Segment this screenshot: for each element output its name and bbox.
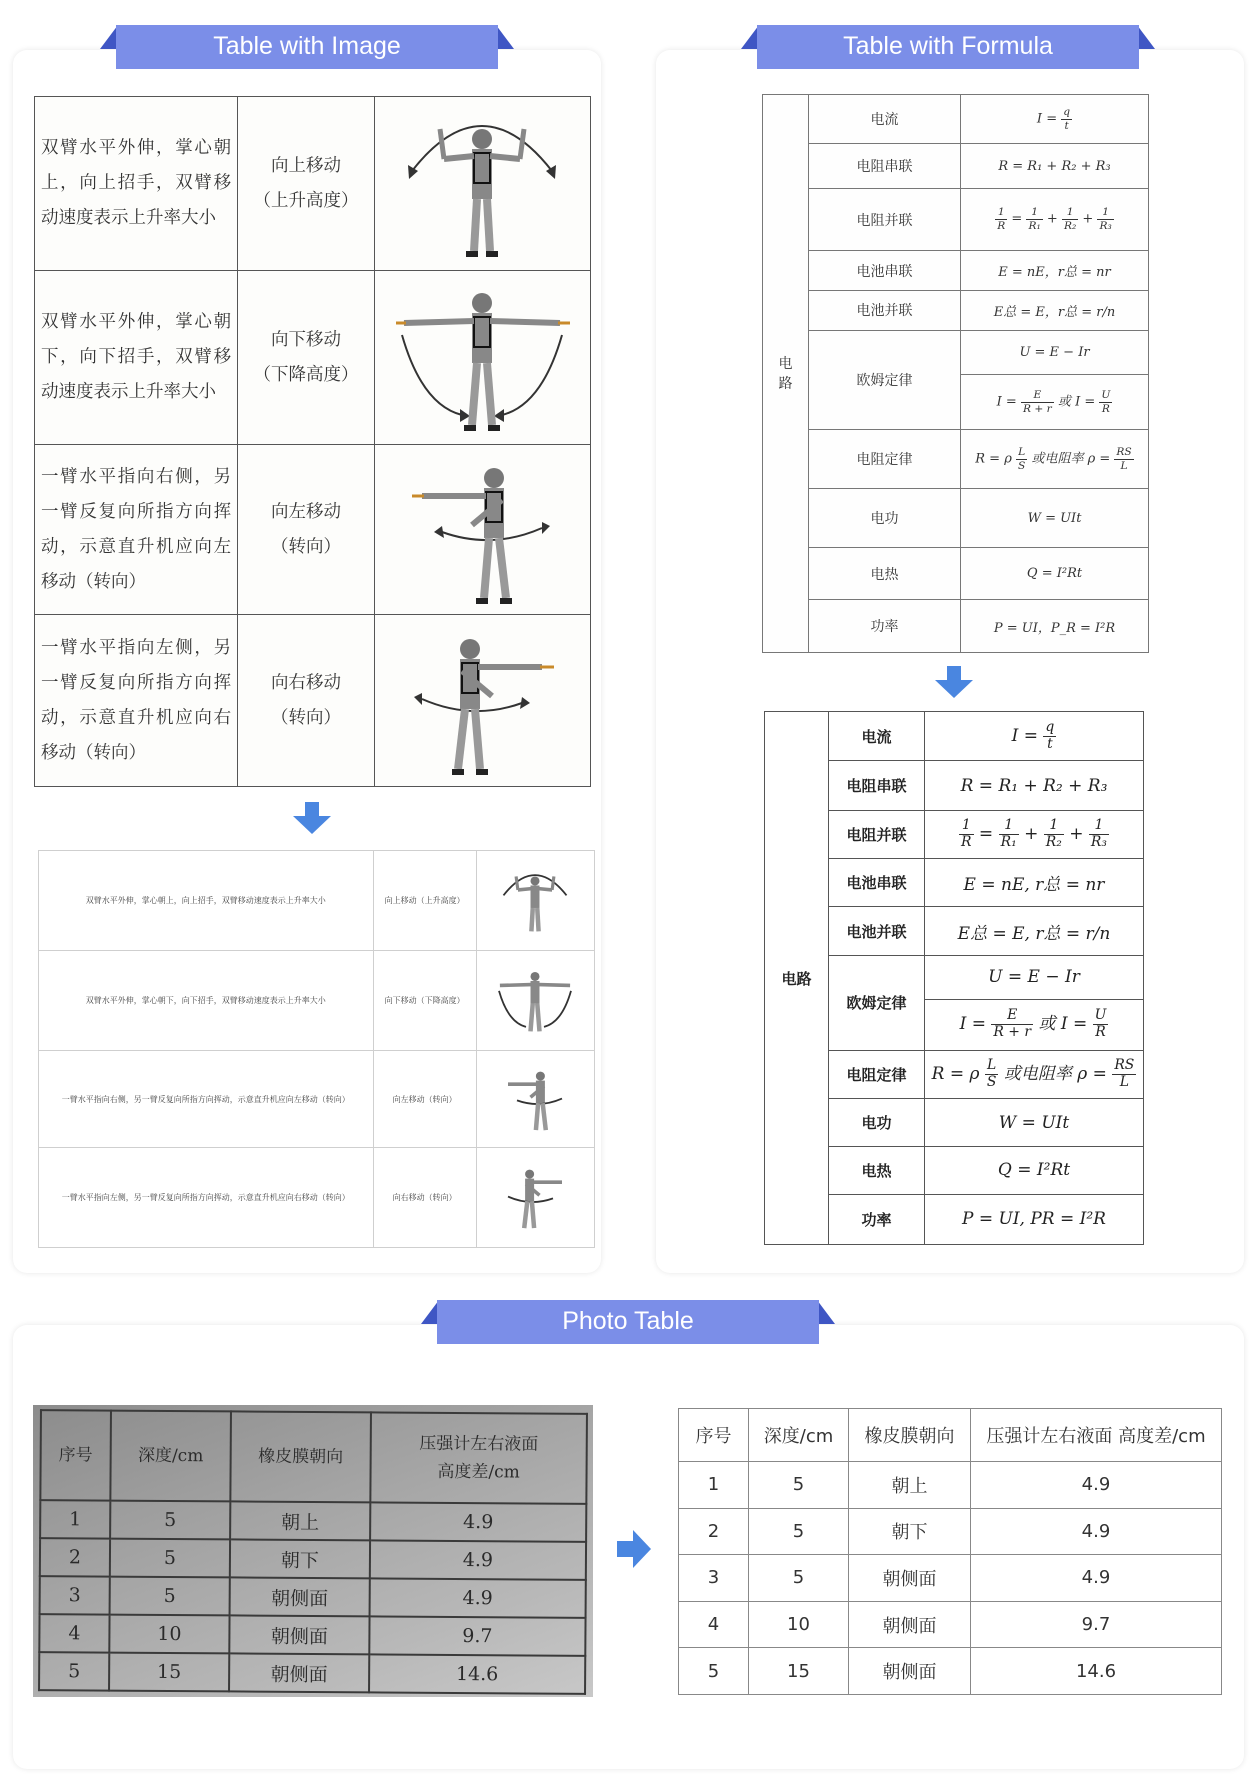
header-cell: 序号 bbox=[679, 1409, 749, 1462]
table-row bbox=[39, 851, 595, 951]
table-row bbox=[763, 489, 1149, 548]
table-row: 2 5 朝下 4.9 bbox=[679, 1508, 1222, 1555]
formula-name: 电功 bbox=[829, 1098, 925, 1146]
table-row bbox=[35, 445, 591, 615]
table-row: 5 15 朝侧面 14.6 bbox=[39, 1652, 585, 1694]
header-cell: 橡皮膜朝向 bbox=[230, 1411, 371, 1502]
gesture-desc: 双臂水平外伸，掌心朝上，向上招手，双臂移动速度表示上升率大小 bbox=[39, 851, 374, 951]
formula-name: 电阻定律 bbox=[829, 1050, 925, 1098]
formula-value: E总 = E, r总 = r/n bbox=[925, 907, 1144, 955]
gesture-figure-down bbox=[374, 271, 590, 445]
table-row bbox=[765, 712, 1144, 761]
photo-table-original bbox=[38, 1409, 588, 1695]
formula-value: U = E − Ir bbox=[961, 331, 1149, 375]
gesture-figure-left-small bbox=[476, 1051, 594, 1148]
formula-name: 电功 bbox=[809, 489, 961, 548]
table-row bbox=[763, 95, 1149, 144]
formula-name: 欧姆定律 bbox=[829, 955, 925, 1050]
table-row bbox=[763, 548, 1149, 600]
header-cell: 序号 bbox=[40, 1410, 111, 1500]
photo-table-title: Photo Table bbox=[437, 1300, 819, 1344]
table-row bbox=[763, 429, 1149, 489]
table-row: 2 5 朝下 4.9 bbox=[40, 1538, 586, 1580]
header-cell: 深度/cm bbox=[749, 1409, 849, 1462]
formula-table-title: Table with Formula bbox=[757, 25, 1139, 69]
header-cell: 压强计左右液面 高度差/cm bbox=[370, 1412, 587, 1504]
formula-value: I = $\frac{E}{R + r}$ 或 I = $\frac{U}{R}$ bbox=[961, 375, 1149, 429]
formula-value: R = R₁ + R₂ + R₃ bbox=[925, 761, 1144, 810]
gesture-figure-up bbox=[374, 97, 590, 271]
table-row bbox=[763, 290, 1149, 330]
formula-name: 功率 bbox=[829, 1194, 925, 1244]
gesture-desc: 双臂水平外伸，掌心朝下，向下招手，双臂移动速度表示上升率大小 bbox=[39, 951, 374, 1051]
formula-value: E = nE，r总 = nr bbox=[961, 251, 1149, 290]
section-label: 电路 bbox=[765, 712, 829, 1245]
formula-name: 电流 bbox=[829, 712, 925, 761]
gesture-figure-up-small bbox=[476, 851, 594, 951]
table-row: 3 5 朝侧面 4.9 bbox=[679, 1555, 1222, 1602]
gesture-desc: 双臂水平外伸，掌心朝下，向下招手，双臂移动速度表示上升率大小 bbox=[35, 271, 238, 445]
gesture-table-rendered bbox=[38, 850, 595, 1248]
formula-table-original bbox=[762, 94, 1149, 653]
table-row bbox=[35, 615, 591, 787]
image-table-ribbon bbox=[100, 25, 514, 69]
formula-name: 电流 bbox=[809, 95, 961, 144]
formula-value: U = E − Ir bbox=[925, 955, 1144, 999]
formula-value: R = R₁ + R₂ + R₃ bbox=[961, 144, 1149, 188]
section-label: 电 路 bbox=[763, 95, 809, 653]
table-row bbox=[763, 144, 1149, 188]
gesture-move: 向左移动（转向） bbox=[373, 1051, 476, 1148]
formula-table-rendered bbox=[764, 711, 1144, 1245]
table-row: 4 10 朝侧面 9.7 bbox=[39, 1614, 585, 1656]
formula-value: I = $\frac{q}{t}$ bbox=[961, 95, 1149, 144]
table-row bbox=[763, 188, 1149, 251]
formula-name: 电热 bbox=[809, 548, 961, 600]
gesture-desc: 一臂水平指向左侧，另一臂反复向所指方向挥动，示意直升机应向右移动（转向） bbox=[35, 615, 238, 787]
gesture-figure-right bbox=[374, 615, 590, 787]
table-row bbox=[40, 1410, 587, 1504]
header-cell: 压强计左右液面 高度差/cm bbox=[971, 1409, 1222, 1462]
gesture-figure-left bbox=[374, 445, 590, 615]
gesture-figure-right-small bbox=[476, 1148, 594, 1248]
formula-value: E = nE, r总 = nr bbox=[925, 859, 1144, 907]
photo-table-image bbox=[33, 1405, 593, 1697]
table-row bbox=[763, 331, 1149, 375]
table-row bbox=[35, 97, 591, 271]
gesture-move: 向上移动 （上升高度） bbox=[238, 97, 375, 271]
gesture-desc: 双臂水平外伸，掌心朝上，向上招手，双臂移动速度表示上升率大小 bbox=[35, 97, 238, 271]
formula-value: I = $\frac{q}{t}$ bbox=[925, 712, 1144, 761]
header-cell: 橡皮膜朝向 bbox=[849, 1409, 971, 1462]
formula-name: 电池并联 bbox=[809, 290, 961, 330]
table-row bbox=[39, 951, 595, 1051]
table-row bbox=[39, 1051, 595, 1148]
table-row: 1 5 朝上 4.9 bbox=[679, 1462, 1222, 1509]
formula-value: E总 = E，r总 = r/n bbox=[961, 290, 1149, 330]
formula-name: 电池串联 bbox=[809, 251, 961, 290]
formula-name: 电阻定律 bbox=[809, 429, 961, 489]
formula-name: 电池并联 bbox=[829, 907, 925, 955]
gesture-desc: 一臂水平指向左侧，另一臂反复向所指方向挥动，示意直升机应向右移动（转向） bbox=[39, 1148, 374, 1248]
table-row bbox=[763, 600, 1149, 653]
formula-value: W = UIt bbox=[961, 489, 1149, 548]
formula-value: $\frac{1}{R}$ = $\frac{1}{\text{R₁}}$ + $\frac{1}{\text{R₂}}$ + $\frac{1}{\text{R₃}}$ bbox=[961, 188, 1149, 251]
photo-table-ribbon bbox=[421, 1300, 835, 1344]
table-row: 3 5 朝侧面 4.9 bbox=[40, 1576, 586, 1618]
formula-name: 电阻并联 bbox=[809, 188, 961, 251]
table-row bbox=[679, 1409, 1222, 1462]
formula-name: 电阻串联 bbox=[809, 144, 961, 188]
formula-name: 功率 bbox=[809, 600, 961, 653]
gesture-move: 向上移动（上升高度） bbox=[373, 851, 476, 951]
gesture-move: 向右移动（转向） bbox=[373, 1148, 476, 1248]
formula-name: 电阻串联 bbox=[829, 761, 925, 810]
formula-name: 电阻并联 bbox=[829, 810, 925, 858]
formula-name: 电池串联 bbox=[829, 859, 925, 907]
formula-value: I = $\frac{E}{R + r}$ 或 I = $\frac{U}{R}$ bbox=[925, 1000, 1144, 1050]
gesture-figure-down-small bbox=[476, 951, 594, 1051]
formula-name: 欧姆定律 bbox=[809, 331, 961, 430]
formula-value: R = ρ $\frac{L}{S}$ 或电阻率 ρ = $\frac{RS}{L}$ bbox=[961, 429, 1149, 489]
formula-value: Q = I²Rt bbox=[961, 548, 1149, 600]
table-row bbox=[39, 1148, 595, 1248]
gesture-move: 向下移动 （下降高度） bbox=[238, 271, 375, 445]
gesture-table-original bbox=[34, 96, 591, 787]
formula-value: P = UI，P_R = I²R bbox=[961, 600, 1149, 653]
formula-name: 电热 bbox=[829, 1147, 925, 1194]
formula-value: Q = I²Rt bbox=[925, 1147, 1144, 1194]
formula-value: W = UIt bbox=[925, 1098, 1144, 1146]
gesture-move: 向左移动 （转向） bbox=[238, 445, 375, 615]
gesture-desc: 一臂水平指向右侧，另一臂反复向所指方向挥动，示意直升机应向左移动（转向） bbox=[39, 1051, 374, 1148]
photo-table-rendered bbox=[678, 1408, 1222, 1695]
gesture-move: 向右移动 （转向） bbox=[238, 615, 375, 787]
image-table-title: Table with Image bbox=[116, 25, 498, 69]
gesture-desc: 一臂水平指向右侧，另一臂反复向所指方向挥动，示意直升机应向左移动（转向） bbox=[35, 445, 238, 615]
table-row: 4 10 朝侧面 9.7 bbox=[679, 1601, 1222, 1648]
header-cell: 深度/cm bbox=[110, 1411, 231, 1502]
table-row: 1 5 朝上 4.9 bbox=[40, 1500, 586, 1542]
table-row bbox=[763, 251, 1149, 290]
table-row: 5 15 朝侧面 14.6 bbox=[679, 1648, 1222, 1695]
formula-value: P = UI, PR = I²R bbox=[925, 1194, 1144, 1244]
formula-value: $\frac{1}{R}$ = $\frac{1}{\text{R₁}}$ + $\frac{1}{\text{R₂}}$ + $\frac{1}{\text{R₃}}$ bbox=[925, 810, 1144, 858]
gesture-move: 向下移动（下降高度） bbox=[373, 951, 476, 1051]
table-row bbox=[35, 271, 591, 445]
formula-table-ribbon bbox=[741, 25, 1155, 69]
formula-value: R = ρ $\frac{L}{S}$ 或电阻率 ρ = $\frac{RS}{L}$ bbox=[925, 1050, 1144, 1098]
